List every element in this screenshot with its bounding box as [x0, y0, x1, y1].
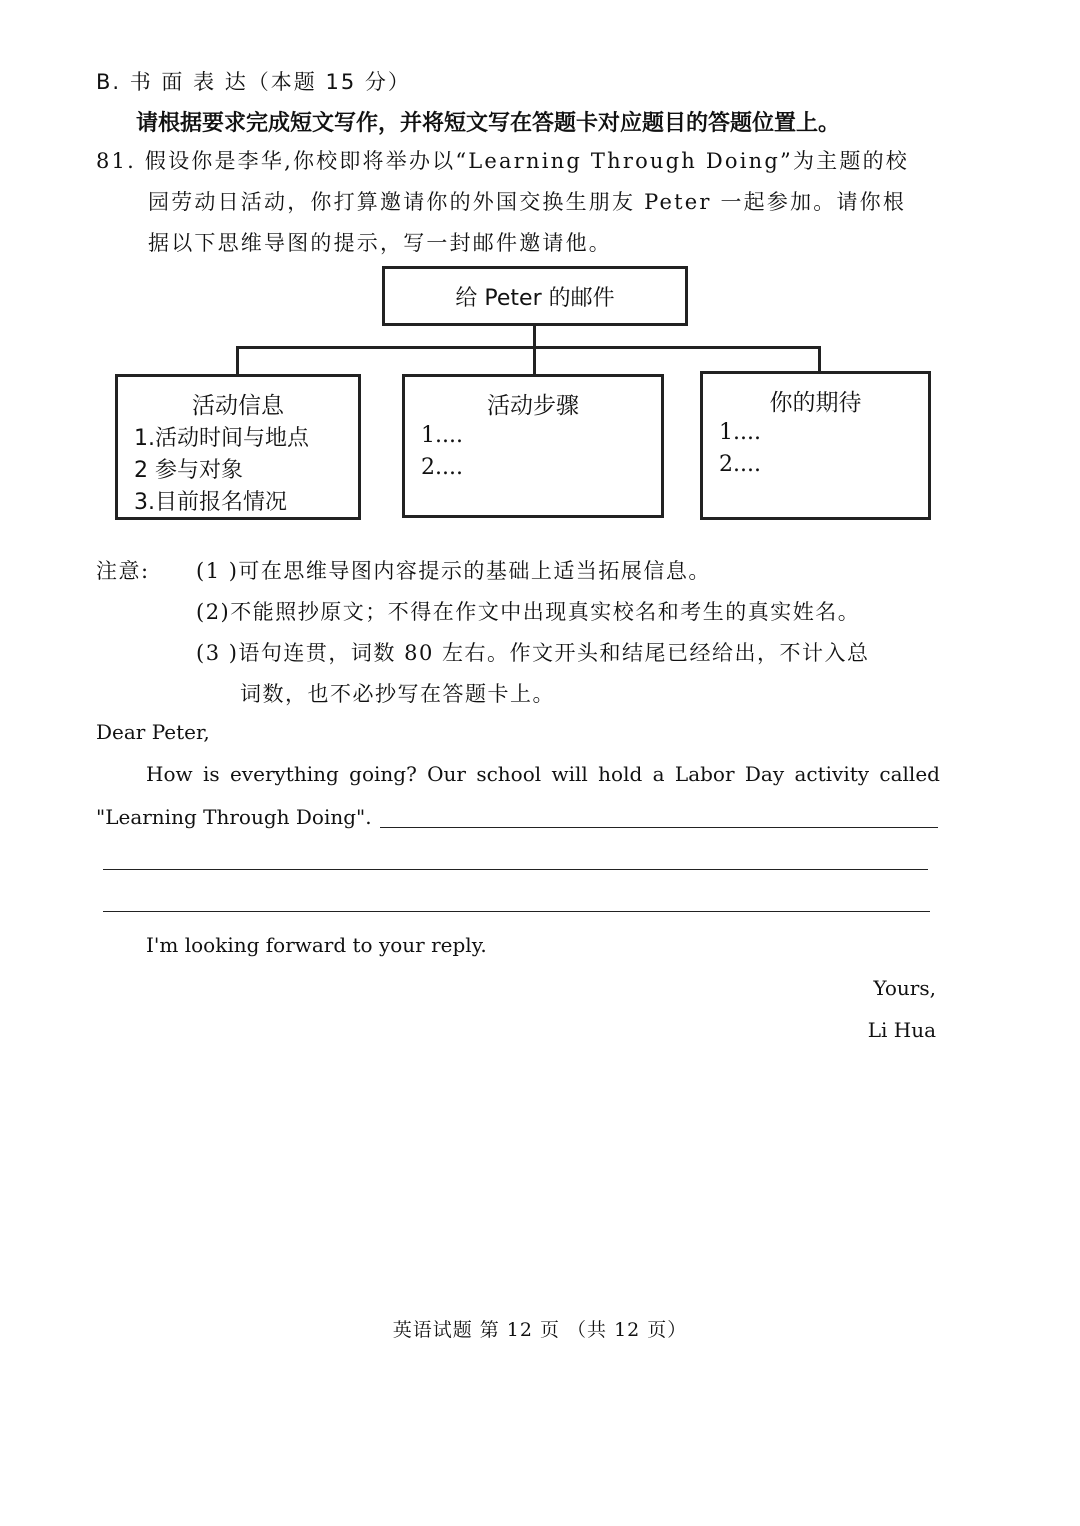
word: a — [652, 762, 665, 786]
word: will — [551, 762, 588, 786]
section-heading: B. 书 面 表 达（本题 15 分） — [96, 70, 411, 94]
mind-map-root-label: 给 Peter 的邮件 — [455, 285, 615, 311]
branch-title: 活动步骤 — [487, 393, 579, 419]
note-item-1: (1 )可在思维导图内容提示的基础上适当拓展信息。 — [196, 559, 711, 583]
word: everything — [229, 762, 339, 786]
mind-map-root — [382, 266, 688, 326]
question-prompt-line-2: 园劳动日活动，你打算邀请你的外国交换生朋友 Peter 一起参加。请你根 — [148, 190, 907, 214]
word: activity — [794, 762, 870, 786]
branch-title: 活动信息 — [192, 393, 284, 419]
mind-map-branch-activity-steps — [402, 374, 664, 518]
page-footer: 英语试题 第 12 页 （共 12 页） — [392, 1319, 688, 1341]
letter-body-line-2: "Learning Through Doing". — [96, 805, 372, 829]
connector-bar — [236, 346, 821, 349]
branch-item: 3.目前报名情况 — [134, 490, 287, 515]
mind-map-branch-expectations — [700, 371, 931, 520]
note-item-2: (2)不能照抄原文；不得在作文中出现真实校名和考生的真实姓名。 — [196, 600, 861, 624]
note-item-3-continued: 词数，也不必抄写在答题卡上。 — [240, 682, 555, 706]
branch-title: 你的期待 — [769, 390, 862, 416]
word: Our — [427, 762, 466, 786]
section-instruction: 请根据要求完成短文写作，并将短文写在答题卡对应题目的答题位置上。 — [136, 111, 841, 136]
branch-item: 1.... — [421, 423, 463, 448]
letter-signature: Li Hua — [867, 1018, 936, 1042]
word: hold — [598, 762, 643, 786]
note-item-3: (3 )语句连贯，词数 80 左右。作文开头和结尾已经给出，不计入总 — [196, 641, 870, 665]
branch-item: 1.活动时间与地点 — [134, 426, 309, 451]
word: Day — [744, 762, 785, 786]
connector-right — [818, 346, 821, 371]
branch-item: 2 参与对象 — [134, 458, 243, 483]
question-prompt-line-1: 81. 假设你是李华,你校即将举办以“Learning Through Doing”为主题的校 — [96, 149, 909, 173]
word: going? — [349, 762, 417, 786]
connector-trunk — [533, 326, 536, 348]
word: is — [202, 762, 220, 786]
answer-line-1[interactable] — [380, 827, 938, 828]
word: Labor — [674, 762, 735, 786]
answer-line-2[interactable] — [103, 869, 928, 870]
word: called — [879, 762, 940, 786]
letter-body-line-1 — [146, 762, 940, 786]
word: How — [146, 762, 193, 786]
connector-middle — [533, 346, 536, 374]
letter-salutation: Dear Peter, — [96, 720, 210, 744]
mind-map-branch-activity-info — [115, 374, 361, 520]
branch-item: 2.... — [421, 455, 463, 480]
answer-line-3[interactable] — [103, 911, 930, 912]
branch-item: 2.... — [719, 452, 761, 477]
word: school — [476, 762, 542, 786]
question-prompt-line-3: 据以下思维导图的提示，写一封邮件邀请他。 — [148, 231, 612, 255]
notes-label: 注意: — [96, 559, 150, 583]
branch-item: 1.... — [719, 420, 761, 445]
letter-closing-sentence: I'm looking forward to your reply. — [146, 933, 487, 957]
connector-left — [236, 346, 239, 374]
letter-signoff: Yours, — [873, 976, 936, 1000]
